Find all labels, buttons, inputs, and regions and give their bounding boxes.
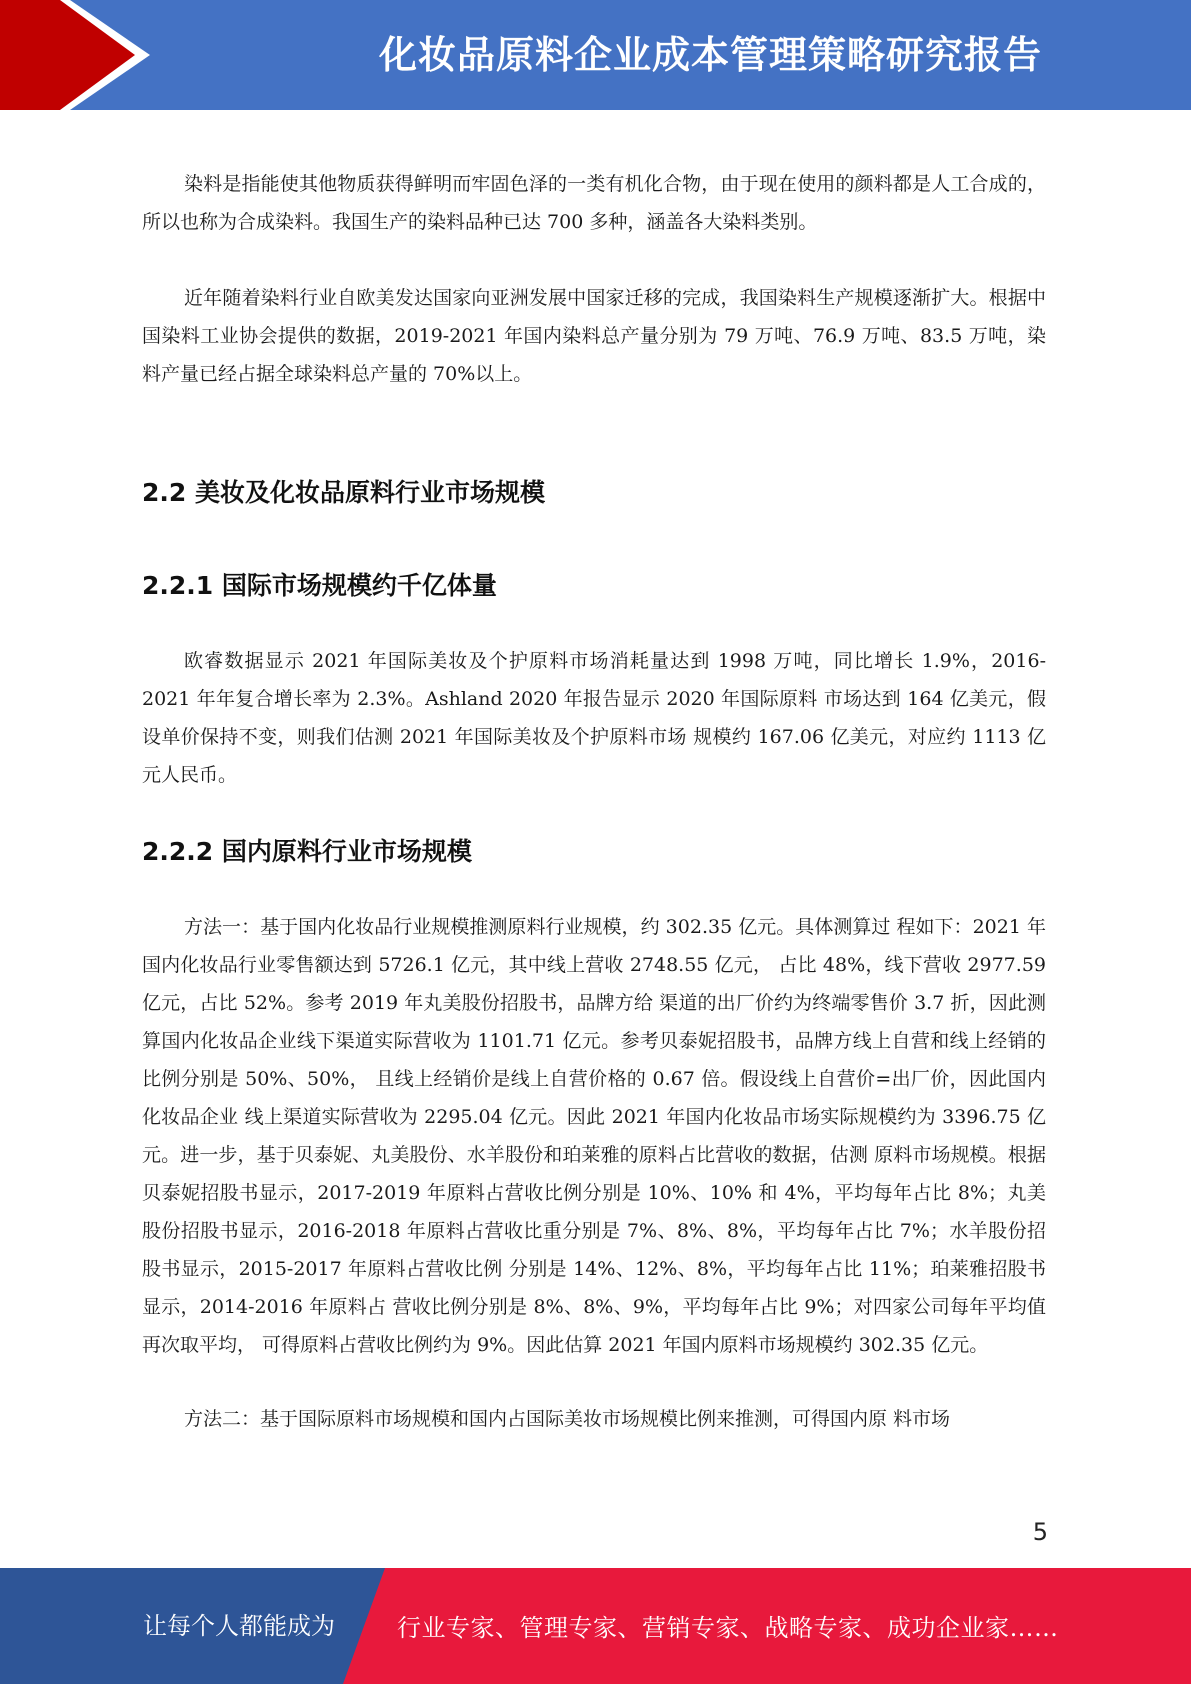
paragraph-international-market: 欧睿数据显示 2021 年国际美妆及个护原料市场消耗量达到 1998 万吨，同比增长 1.9%，2016-2021 年年复合增长率为 2.3%。Ashland 2020 年报告显示 2020 年国际原料 市场达到 164 亿美元，假设单价保持不变，则我们估测 2021 年国际美妆及个护原料市场 规模约 167.06 亿美元，对应约 1113 亿元人民币。 xyxy=(142,650,1046,786)
report-title: 化妆品原料企业成本管理策略研究报告 xyxy=(378,33,1042,77)
section-heading-2-2: 2.2 美妆及化妆品原料行业市场规模 xyxy=(142,478,545,507)
document-body xyxy=(142,165,1046,1438)
paragraph-dyes-definition: 染料是指能使其他物质获得鲜明而牢固色泽的一类有机化合物，由于现在使用的颜料都是人工合成的，所以也称为合成染料。我国生产的染料品种已达 700 多种，涵盖各大染料类别。 xyxy=(142,173,1046,233)
page-number: 5 xyxy=(1032,1518,1048,1546)
header-arrow-icon xyxy=(0,0,200,110)
header-banner xyxy=(0,0,1191,110)
footer-slogan-left: 让每个人都能成为 xyxy=(143,1612,335,1640)
paragraph-dye-production: 近年随着染料行业自欧美发达国家向亚洲发展中国家迁移的完成，我国染料生产规模逐渐扩大。根据中国染料工业协会提供的数据，2019-2021 年国内染料总产量分别为 79 万吨、76.9 万吨、83.5 万吨，染料产量已经占据全球染料总产量的 70%以上。 xyxy=(142,287,1046,385)
section-heading-2-2-1: 2.2.1 国际市场规模约千亿体量 xyxy=(142,571,497,600)
footer-banner xyxy=(0,1568,1191,1684)
paragraph-method-two: 方法二：基于国际原料市场规模和国内占国际美妆市场规模比例来推测，可得国内原 料市场 xyxy=(184,1408,951,1430)
footer-slogan-right: 行业专家、管理专家、营销专家、战略专家、成功企业家…… xyxy=(397,1614,1059,1642)
section-heading-2-2-2: 2.2.2 国内原料行业市场规模 xyxy=(142,837,472,866)
paragraph-method-one: 方法一：基于国内化妆品行业规模推测原料行业规模，约 302.35 亿元。具体测算过 程如下：2021 年国内化妆品行业零售额达到 5726.1 亿元，其中线上营收 2748.55 亿元， 占比 48%，线下营收 2977.59 亿元，占比 52%。参考 2019 年丸美股份招股书，品牌方给 渠道的出厂价约为终端零售价 3.7 折，因此测算国内化妆品企业线下渠道实际营收为 1101.71 亿元。参考贝泰妮招股书，品牌方线上自营和线上经销的比例分别是 50%、50%， 且线上经销价是线上自营价格的 0.67 倍。假设线上自营价=出厂价，因此国内化妆品企业 线上渠道实际营收为 2295.04 亿元。因此 2021 年国内化妆品市场实际规模约为 3396.75 亿元。进一步，基于贝泰妮、丸美股份、水羊股份和珀莱雅的原料占比营收的数据，估测 原料市场规模。根据贝泰妮招股书显示，2017-2019 年原料占营收比例分别是 10%、10% 和 4%，平均每年占比 8%；丸美股份招股书显示，2016-2018 年原料占营收比重分别是 7%、8%、8%，平均每年占比 7%；水羊股份招股书显示，2015-2017 年原料占营收比例 分别是 14%、12%、8%，平均每年占比 11%；珀莱雅招股书显示，2014-2016 年原料占 营收比例分别是 8%、8%、9%，平均每年占比 9%；对四家公司每年平均值再次取平均， 可得原料占营收比例约为 9%。因此估算 2021 年国内原料市场规模约 302.35 亿元。 xyxy=(142,916,1046,1356)
